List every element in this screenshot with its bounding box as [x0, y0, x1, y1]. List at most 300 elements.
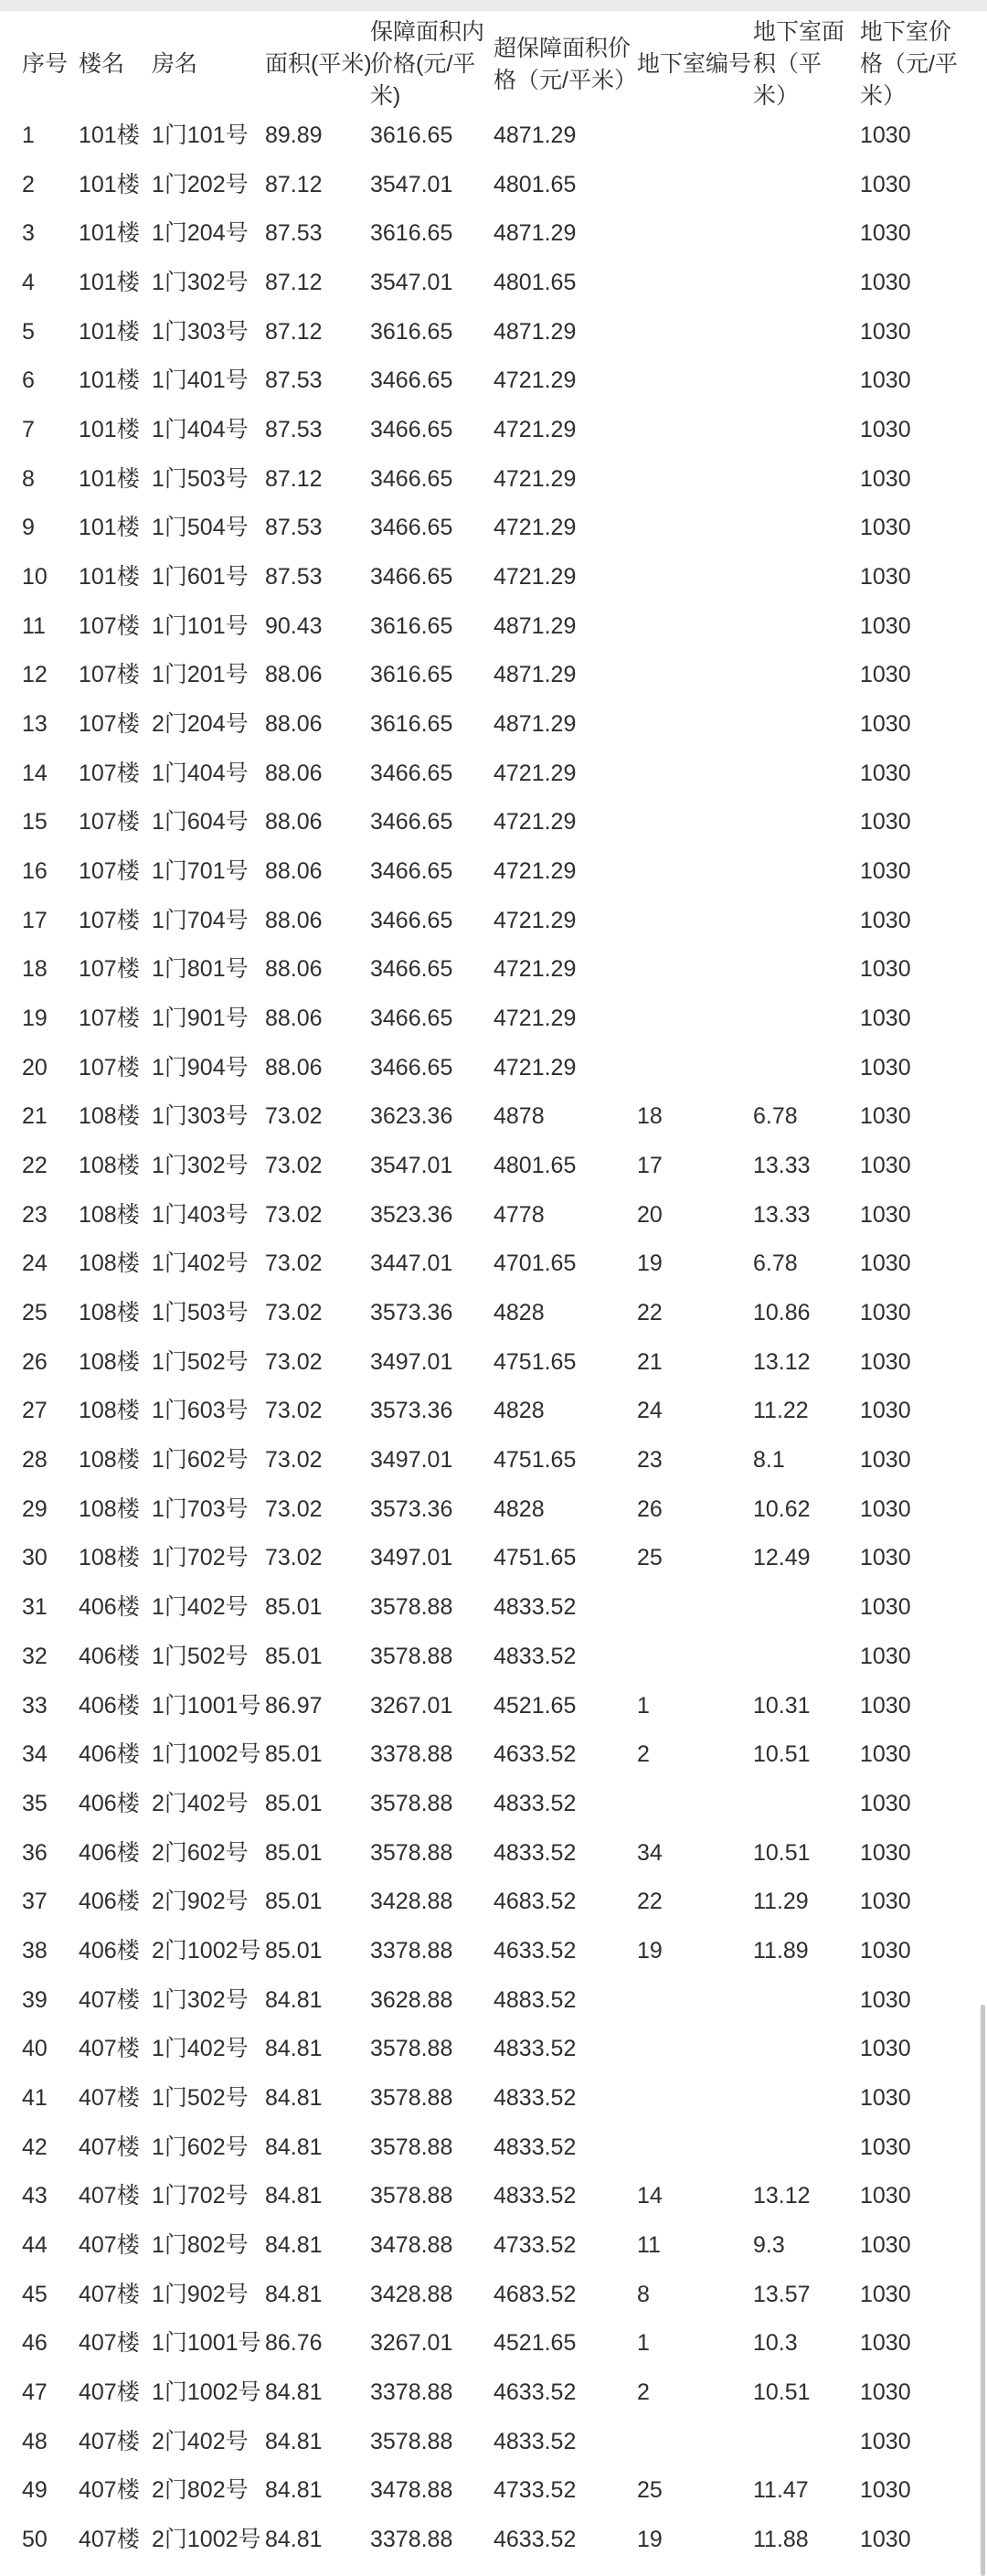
cell-building: 406楼 [79, 1937, 140, 1964]
cell-bsmt_price: 1030 [860, 1643, 911, 1669]
cell-area: 84.81 [265, 2281, 323, 2307]
cell-room: 1门402号 [152, 1251, 249, 1277]
table-row [0, 1338, 987, 1388]
cell-bsmt_no: 14 [637, 2183, 663, 2209]
cell-bsmt_area: 10.51 [753, 1839, 811, 1866]
cell-seq: 41 [22, 2084, 48, 2111]
cell-bsmt_price: 1030 [860, 858, 911, 885]
cell-over_price: 4721.29 [494, 515, 577, 541]
cell-bsmt_price: 1030 [860, 1251, 911, 1277]
table-row [0, 847, 987, 897]
table-row [0, 2221, 987, 2271]
cell-seq: 23 [22, 1201, 48, 1228]
cell-in_price: 3267.01 [370, 1692, 453, 1719]
cell-over_price: 4833.52 [494, 2036, 577, 2062]
cell-over_price: 4828 [494, 1398, 545, 1424]
cell-area: 73.02 [265, 1447, 323, 1474]
cell-in_price: 3578.88 [370, 1594, 453, 1621]
cell-in_price: 3378.88 [370, 1937, 453, 1964]
cell-room: 2门802号 [152, 2477, 249, 2504]
cell-bsmt_price: 1030 [860, 2477, 911, 2504]
cell-bsmt_price: 1030 [860, 809, 911, 836]
cell-over_price: 4801.65 [494, 1153, 577, 1179]
cell-seq: 8 [22, 465, 35, 492]
cell-area: 87.53 [265, 220, 323, 247]
cell-building: 407楼 [79, 2477, 140, 2504]
cell-bsmt_area: 13.33 [753, 1201, 811, 1228]
cell-bsmt_price: 1030 [860, 662, 911, 688]
cell-building: 407楼 [79, 2428, 140, 2454]
cell-over_price: 4521.65 [494, 2330, 577, 2357]
scrollbar-thumb[interactable] [981, 2005, 985, 2576]
cell-bsmt_area: 11.88 [753, 2526, 809, 2552]
cell-bsmt_area: 11.22 [753, 1398, 809, 1424]
cell-in_price: 3466.65 [370, 465, 453, 492]
cell-bsmt_no: 19 [637, 1251, 663, 1277]
table-row [0, 161, 987, 210]
cell-in_price: 3466.65 [370, 1054, 453, 1080]
cell-bsmt_no: 23 [637, 1447, 663, 1474]
table-body [0, 112, 987, 2565]
cell-building: 406楼 [79, 1692, 140, 1719]
cell-in_price: 3573.36 [370, 1398, 453, 1424]
cell-seq: 21 [22, 1103, 48, 1130]
cell-bsmt_no: 2 [637, 2379, 650, 2405]
cell-room: 1门503号 [152, 465, 249, 492]
cell-over_price: 4521.65 [494, 1692, 577, 1719]
cell-bsmt_price: 1030 [860, 1741, 911, 1768]
column-header-in_price [370, 16, 494, 112]
cell-building: 407楼 [79, 2526, 140, 2552]
cell-building: 407楼 [79, 1986, 140, 2013]
column-header-line: 楼名 [79, 51, 125, 77]
cell-area: 73.02 [265, 1251, 323, 1277]
table-row [0, 1044, 987, 1093]
cell-in_price: 3466.65 [370, 858, 453, 885]
cell-room: 1门502号 [152, 1643, 249, 1669]
cell-over_price: 4833.52 [494, 1839, 577, 1866]
table-row [0, 1485, 987, 1535]
cell-room: 1门401号 [152, 367, 249, 394]
cell-in_price: 3578.88 [370, 2183, 453, 2209]
cell-area: 86.76 [265, 2330, 323, 2357]
cell-in_price: 3378.88 [370, 2379, 453, 2405]
cell-in_price: 3578.88 [370, 2134, 453, 2160]
cell-in_price: 3578.88 [370, 2084, 453, 2111]
cell-room: 1门602号 [152, 1447, 249, 1474]
cell-seq: 19 [22, 1006, 48, 1032]
table-row [0, 2025, 987, 2074]
cell-seq: 5 [22, 318, 35, 345]
column-header-building [79, 48, 152, 80]
cell-in_price: 3466.65 [370, 760, 453, 786]
cell-bsmt_area: 10.86 [753, 1300, 811, 1326]
cell-building: 101楼 [79, 122, 140, 148]
cell-seq: 9 [22, 515, 35, 541]
cell-seq: 42 [22, 2134, 48, 2160]
cell-seq: 16 [22, 858, 48, 885]
cell-bsmt_price: 1030 [860, 2183, 911, 2209]
cell-bsmt_area: 10.62 [753, 1496, 811, 1522]
cell-seq: 36 [22, 1839, 48, 1866]
cell-seq: 29 [22, 1496, 48, 1522]
cell-bsmt_price: 1030 [860, 956, 911, 983]
cell-seq: 28 [22, 1447, 48, 1474]
cell-bsmt_price: 1030 [860, 417, 911, 443]
table-row [0, 2074, 987, 2124]
table-row [0, 2319, 987, 2368]
cell-room: 1门603号 [152, 1398, 249, 1424]
cell-bsmt_price: 1030 [860, 760, 911, 786]
column-header-line: 米） [753, 83, 800, 109]
cell-in_price: 3578.88 [370, 1839, 453, 1866]
cell-bsmt_price: 1030 [860, 1348, 911, 1375]
cell-seq: 26 [22, 1348, 48, 1375]
cell-in_price: 3447.01 [370, 1251, 453, 1277]
cell-bsmt_no: 19 [637, 1937, 663, 1964]
cell-building: 101楼 [79, 171, 140, 197]
cell-seq: 22 [22, 1153, 48, 1179]
cell-over_price: 4833.52 [494, 1790, 577, 1816]
cell-over_price: 4833.52 [494, 2084, 577, 2111]
cell-room: 1门1001号 [152, 1692, 261, 1719]
cell-over_price: 4871.29 [494, 662, 577, 688]
cell-room: 1门904号 [152, 1054, 249, 1080]
cell-room: 1门302号 [152, 1986, 249, 2013]
table-row [0, 1682, 987, 1731]
cell-bsmt_no: 25 [637, 1545, 663, 1571]
cell-bsmt_area: 12.49 [753, 1545, 811, 1571]
cell-over_price: 4733.52 [494, 2477, 577, 2504]
cell-in_price: 3616.65 [370, 612, 453, 639]
cell-area: 84.81 [265, 2231, 323, 2258]
cell-building: 406楼 [79, 1889, 140, 1915]
cell-room: 1门201号 [152, 662, 249, 688]
cell-building: 101楼 [79, 220, 140, 247]
table-row [0, 2271, 987, 2320]
column-header-seq [22, 48, 79, 80]
table-row [0, 897, 987, 946]
table-row [0, 1633, 987, 1682]
cell-seq: 32 [22, 1643, 48, 1669]
cell-bsmt_price: 1030 [860, 2036, 911, 2062]
cell-building: 108楼 [79, 1153, 140, 1179]
table-row [0, 1534, 987, 1583]
cell-room: 1门204号 [152, 220, 249, 247]
column-header-line: 地下室价 [860, 19, 952, 45]
cell-in_price: 3497.01 [370, 1545, 453, 1571]
cell-in_price: 3616.65 [370, 318, 453, 345]
cell-bsmt_no: 25 [637, 2477, 663, 2504]
column-header-line: 面积(平米) [265, 51, 372, 77]
cell-in_price: 3578.88 [370, 2036, 453, 2062]
cell-area: 88.06 [265, 809, 323, 836]
cell-in_price: 3578.88 [370, 1790, 453, 1816]
cell-in_price: 3428.88 [370, 1889, 453, 1915]
cell-seq: 43 [22, 2183, 48, 2209]
cell-in_price: 3466.65 [370, 809, 453, 836]
cell-area: 88.06 [265, 956, 323, 983]
cell-building: 407楼 [79, 2036, 140, 2062]
cell-bsmt_price: 1030 [860, 2134, 911, 2160]
cell-in_price: 3466.65 [370, 1006, 453, 1032]
cell-seq: 45 [22, 2281, 48, 2307]
cell-bsmt_price: 1030 [860, 711, 911, 738]
cell-bsmt_price: 1030 [860, 1839, 911, 1866]
cell-over_price: 4833.52 [494, 2428, 577, 2454]
cell-seq: 35 [22, 1790, 48, 1816]
cell-building: 107楼 [79, 662, 140, 688]
table-row [0, 750, 987, 799]
cell-room: 1门601号 [152, 564, 249, 591]
cell-building: 406楼 [79, 1594, 140, 1621]
table-row [0, 1387, 987, 1436]
cell-bsmt_price: 1030 [860, 2084, 911, 2111]
cell-over_price: 4871.29 [494, 711, 577, 738]
cell-building: 101楼 [79, 515, 140, 541]
cell-room: 1门604号 [152, 809, 249, 836]
cell-area: 88.06 [265, 907, 323, 933]
cell-bsmt_price: 1030 [860, 1496, 911, 1522]
cell-room: 1门404号 [152, 760, 249, 786]
table-row [0, 504, 987, 553]
table-row [0, 1583, 987, 1633]
cell-area: 84.81 [265, 2036, 323, 2062]
cell-over_price: 4633.52 [494, 1937, 577, 1964]
cell-in_price: 3378.88 [370, 1741, 453, 1768]
cell-room: 1门701号 [152, 858, 249, 885]
cell-building: 407楼 [79, 2330, 140, 2357]
table-row [0, 1240, 987, 1289]
cell-area: 84.81 [265, 2477, 323, 2504]
column-header-area [265, 48, 370, 80]
cell-building: 108楼 [79, 1251, 140, 1277]
cell-building: 101楼 [79, 417, 140, 443]
cell-building: 107楼 [79, 858, 140, 885]
table-row [0, 112, 987, 161]
cell-area: 87.12 [265, 465, 323, 492]
cell-bsmt_price: 1030 [860, 2379, 911, 2405]
cell-bsmt_price: 1030 [860, 1594, 911, 1621]
cell-bsmt_price: 1030 [860, 1937, 911, 1964]
table-row [0, 1780, 987, 1829]
table-row [0, 406, 987, 455]
cell-area: 88.06 [265, 1006, 323, 1032]
cell-bsmt_price: 1030 [860, 1201, 911, 1228]
cell-area: 89.89 [265, 122, 323, 148]
cell-building: 107楼 [79, 956, 140, 983]
cell-over_price: 4721.29 [494, 1006, 577, 1032]
cell-room: 2门402号 [152, 2428, 249, 2454]
cell-seq: 38 [22, 1937, 48, 1964]
table-row [0, 1191, 987, 1240]
cell-bsmt_no: 24 [637, 1398, 663, 1424]
cell-room: 1门302号 [152, 1153, 249, 1179]
cell-bsmt_price: 1030 [860, 1545, 911, 1571]
cell-bsmt_price: 1030 [860, 1398, 911, 1424]
column-header-line: 超保障面积价 [494, 35, 631, 61]
cell-bsmt_no: 1 [637, 1692, 650, 1719]
cell-room: 1门704号 [152, 907, 249, 933]
cell-room: 1门402号 [152, 1594, 249, 1621]
cell-room: 1门504号 [152, 515, 249, 541]
cell-in_price: 3497.01 [370, 1447, 453, 1474]
table-row [0, 651, 987, 700]
cell-bsmt_price: 1030 [860, 367, 911, 394]
table-row [0, 259, 987, 308]
cell-over_price: 4701.65 [494, 1251, 577, 1277]
cell-room: 1门303号 [152, 1103, 249, 1130]
cell-over_price: 4721.29 [494, 417, 577, 443]
cell-area: 87.12 [265, 171, 323, 197]
cell-bsmt_area: 9.3 [753, 2231, 785, 2258]
top-strip [0, 0, 987, 11]
cell-seq: 24 [22, 1251, 48, 1277]
cell-over_price: 4828 [494, 1300, 545, 1326]
cell-seq: 40 [22, 2036, 48, 2062]
cell-room: 1门702号 [152, 2183, 249, 2209]
cell-area: 88.06 [265, 858, 323, 885]
cell-area: 84.81 [265, 1986, 323, 2013]
cell-seq: 6 [22, 367, 35, 394]
cell-bsmt_no: 22 [637, 1300, 663, 1326]
cell-seq: 50 [22, 2526, 48, 2552]
cell-room: 1门1002号 [152, 1741, 261, 1768]
table-row [0, 357, 987, 406]
cell-bsmt_price: 1030 [860, 1153, 911, 1179]
cell-in_price: 3478.88 [370, 2477, 453, 2504]
cell-bsmt_area: 10.51 [753, 2379, 811, 2405]
cell-over_price: 4751.65 [494, 1545, 577, 1571]
cell-in_price: 3466.65 [370, 515, 453, 541]
cell-room: 1门503号 [152, 1300, 249, 1326]
cell-building: 407楼 [79, 2134, 140, 2160]
table-row [0, 1730, 987, 1780]
cell-seq: 48 [22, 2428, 48, 2454]
cell-bsmt_no: 2 [637, 1741, 650, 1768]
table-row [0, 1927, 987, 1976]
cell-over_price: 4633.52 [494, 2526, 577, 2552]
cell-building: 406楼 [79, 1643, 140, 1669]
cell-bsmt_no: 1 [637, 2330, 650, 2357]
table-row [0, 1878, 987, 1927]
cell-in_price: 3466.65 [370, 956, 453, 983]
cell-bsmt_price: 1030 [860, 2330, 911, 2357]
table-row [0, 945, 987, 995]
cell-in_price: 3547.01 [370, 270, 453, 296]
cell-area: 87.53 [265, 515, 323, 541]
cell-bsmt_no: 11 [637, 2231, 661, 2258]
cell-area: 85.01 [265, 1594, 323, 1621]
cell-area: 87.53 [265, 417, 323, 443]
cell-seq: 17 [22, 907, 48, 933]
cell-bsmt_no: 17 [637, 1153, 663, 1179]
cell-area: 73.02 [265, 1545, 323, 1571]
cell-building: 101楼 [79, 465, 140, 492]
column-header-line: 格（元/平 [860, 51, 958, 77]
table-row [0, 1289, 987, 1338]
cell-over_price: 4833.52 [494, 1594, 577, 1621]
cell-room: 1门303号 [152, 318, 249, 345]
table-row [0, 308, 987, 357]
cell-building: 108楼 [79, 1103, 140, 1130]
cell-seq: 18 [22, 956, 48, 983]
cell-seq: 15 [22, 809, 48, 836]
cell-seq: 1 [22, 122, 35, 148]
cell-over_price: 4833.52 [494, 2183, 577, 2209]
cell-building: 107楼 [79, 907, 140, 933]
cell-over_price: 4828 [494, 1496, 545, 1522]
cell-over_price: 4721.29 [494, 564, 577, 591]
cell-bsmt_area: 8.1 [753, 1447, 785, 1474]
cell-bsmt_area: 11.89 [753, 1937, 809, 1964]
cell-in_price: 3466.65 [370, 417, 453, 443]
cell-in_price: 3428.88 [370, 2281, 453, 2307]
cell-area: 88.06 [265, 662, 323, 688]
cell-bsmt_price: 1030 [860, 564, 911, 591]
cell-bsmt_no: 26 [637, 1496, 663, 1522]
cell-building: 108楼 [79, 1545, 140, 1571]
cell-bsmt_price: 1030 [860, 1447, 911, 1474]
cell-bsmt_price: 1030 [860, 1103, 911, 1130]
cell-seq: 37 [22, 1889, 48, 1915]
cell-area: 85.01 [265, 1643, 323, 1669]
cell-in_price: 3378.88 [370, 2526, 453, 2552]
cell-in_price: 3616.65 [370, 711, 453, 738]
cell-room: 2门902号 [152, 1889, 249, 1915]
cell-in_price: 3578.88 [370, 2428, 453, 2454]
cell-bsmt_no: 18 [637, 1103, 663, 1130]
cell-area: 84.81 [265, 2428, 323, 2454]
cell-seq: 11 [22, 612, 46, 639]
cell-area: 87.53 [265, 367, 323, 394]
cell-bsmt_price: 1030 [860, 1006, 911, 1032]
spreadsheet-table[interactable] [0, 11, 987, 2565]
cell-bsmt_price: 1030 [860, 2281, 911, 2307]
column-header-line: 价格(元/平 [370, 51, 476, 77]
cell-area: 73.02 [265, 1103, 323, 1130]
cell-bsmt_no: 20 [637, 1201, 663, 1228]
cell-building: 107楼 [79, 760, 140, 786]
cell-over_price: 4871.29 [494, 122, 577, 148]
cell-bsmt_price: 1030 [860, 270, 911, 296]
cell-area: 85.01 [265, 1790, 323, 1816]
cell-seq: 33 [22, 1692, 48, 1719]
cell-room: 1门801号 [152, 956, 249, 983]
cell-bsmt_price: 1030 [860, 2526, 911, 2552]
cell-area: 88.06 [265, 711, 323, 738]
cell-area: 84.81 [265, 2084, 323, 2111]
cell-area: 85.01 [265, 1889, 323, 1915]
table-row [0, 553, 987, 602]
cell-building: 406楼 [79, 1741, 140, 1768]
cell-building: 101楼 [79, 270, 140, 296]
cell-in_price: 3523.36 [370, 1201, 453, 1228]
cell-seq: 13 [22, 711, 48, 738]
column-header-line: 房名 [152, 51, 198, 77]
cell-over_price: 4683.52 [494, 1889, 577, 1915]
column-header-bsmt_price [860, 16, 987, 112]
cell-in_price: 3478.88 [370, 2231, 453, 2258]
cell-seq: 27 [22, 1398, 48, 1424]
table-row [0, 209, 987, 259]
cell-seq: 47 [22, 2379, 48, 2405]
cell-seq: 34 [22, 1741, 48, 1768]
table-row [0, 2466, 987, 2516]
cell-bsmt_area: 6.78 [753, 1251, 798, 1277]
cell-over_price: 4801.65 [494, 171, 577, 197]
cell-bsmt_area: 11.47 [753, 2477, 809, 2504]
